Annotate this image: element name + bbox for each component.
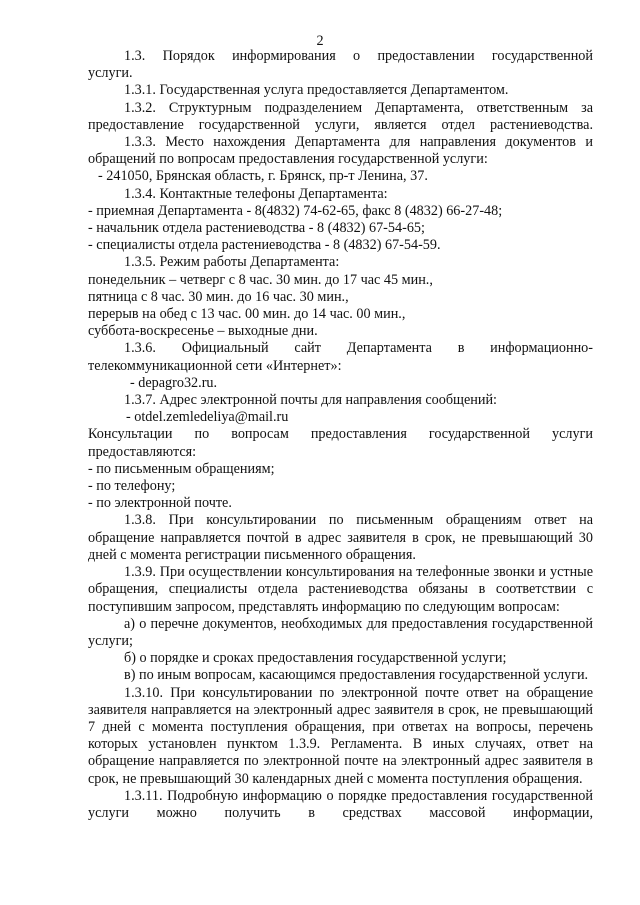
paragraph: 1.3.4. Контактные телефоны Департамента: (124, 185, 388, 202)
paragraph: - 241050, Брянская область, г. Брянск, пр-т Ленина, 37. (98, 168, 428, 185)
paragraph: 1.3.6. Официальный сайт Департамента в информационно- (124, 340, 593, 357)
paragraph: Консультации по вопросам предоставления государственной услуги (88, 426, 593, 443)
paragraph: 1.3.5. Режим работы Департамента: (124, 254, 340, 271)
paragraph: 1.3.3. Место нахождения Департамента для направления документов и (124, 134, 593, 151)
paragraph: в) по иным вопросам, касающимся предоставления государственной услуги. (124, 667, 589, 684)
paragraph: обращений по вопросам предоставления государственной услуги: (88, 151, 488, 168)
paragraph: понедельник – четверг с 8 час. 30 мин. до 17 час 45 мин., (88, 271, 433, 288)
paragraph: 1.3.10. При консультировании по электронной почте ответ на обращение заявителя направляется на электронный адрес заявителя в срок, не превышающий 7 дней с момента поступления обращения, при ответах на вопросы, перечень которых установлен пунктом 1.3.9. Регламента. В иных случаях, ответ на обращение направляется по электронной почте на электронный адрес заявителя в срок, не превышающий 30 календарных дней с момента поступления обращения. (88, 684, 593, 787)
paragraph: 1.3. Порядок информирования о предоставлении государственной (124, 48, 593, 64)
paragraph: 1.3.9. При осуществлении консультирования на телефонные звонки и устные обращения, специалисты отдела растениеводства обязаны в соответствии с поступившим запросом, представлять информацию по следующим вопросам: (88, 564, 593, 615)
paragraph: - depagro32.ru. (130, 374, 218, 391)
paragraph: 1.3.1. Государственная услуга предоставляется Департаментом. (124, 82, 509, 99)
page-number: 2 (316, 33, 324, 49)
paragraph: - приемная Департамента - 8(4832) 74-62-65, факс 8 (4832) 66-27-48; (88, 202, 503, 219)
paragraph: - по электронной почте. (88, 495, 232, 512)
paragraph: предоставляются: (88, 443, 197, 460)
paragraph: 1.3.8. При консультировании по письменным обращениям ответ на обращение направляется почтой в адрес заявителя в срок, не превышающий 30 дней с момента регистрации письменного обращения. (88, 512, 593, 563)
paragraph: перерыв на обед с 13 час. 00 мин. до 14 час. 00 мин., (88, 306, 406, 323)
paragraph: - по письменным обращениям; (88, 460, 275, 477)
paragraph: услуги. (88, 65, 133, 82)
paragraph: 1.3.7. Адрес электронной почты для направления сообщений: (124, 392, 497, 409)
paragraph: - начальник отдела растениеводства - 8 (4832) 67-54-65; (88, 220, 425, 237)
paragraph: предоставление государственной услуги, является отдел растениеводства. (88, 116, 593, 133)
paragraph: - otdel.zemledeliya@mail.ru (126, 409, 289, 426)
paragraph: - по телефону; (88, 478, 176, 495)
paragraph: суббота-воскресенье – выходные дни. (88, 323, 318, 340)
paragraph: телекоммуникационной сети «Интернет»: (88, 357, 342, 374)
paragraph: 1.3.11. Подробную информацию о порядке предоставления государственной услуги можно получить в средствах массовой информации, (88, 787, 593, 821)
paragraph: пятница с 8 час. 30 мин. до 16 час. 30 мин., (88, 288, 349, 305)
document-body (88, 48, 593, 822)
paragraph: - специалисты отдела растениеводства - 8 (4832) 67-54-59. (88, 237, 441, 254)
paragraph: б) о порядке и сроках предоставления государственной услуги; (124, 650, 507, 667)
paragraph: а) о перечне документов, необходимых для предоставления государственной услуги; (88, 615, 593, 649)
paragraph: 1.3.2. Структурным подразделением Департамента, ответственным за (124, 99, 593, 116)
